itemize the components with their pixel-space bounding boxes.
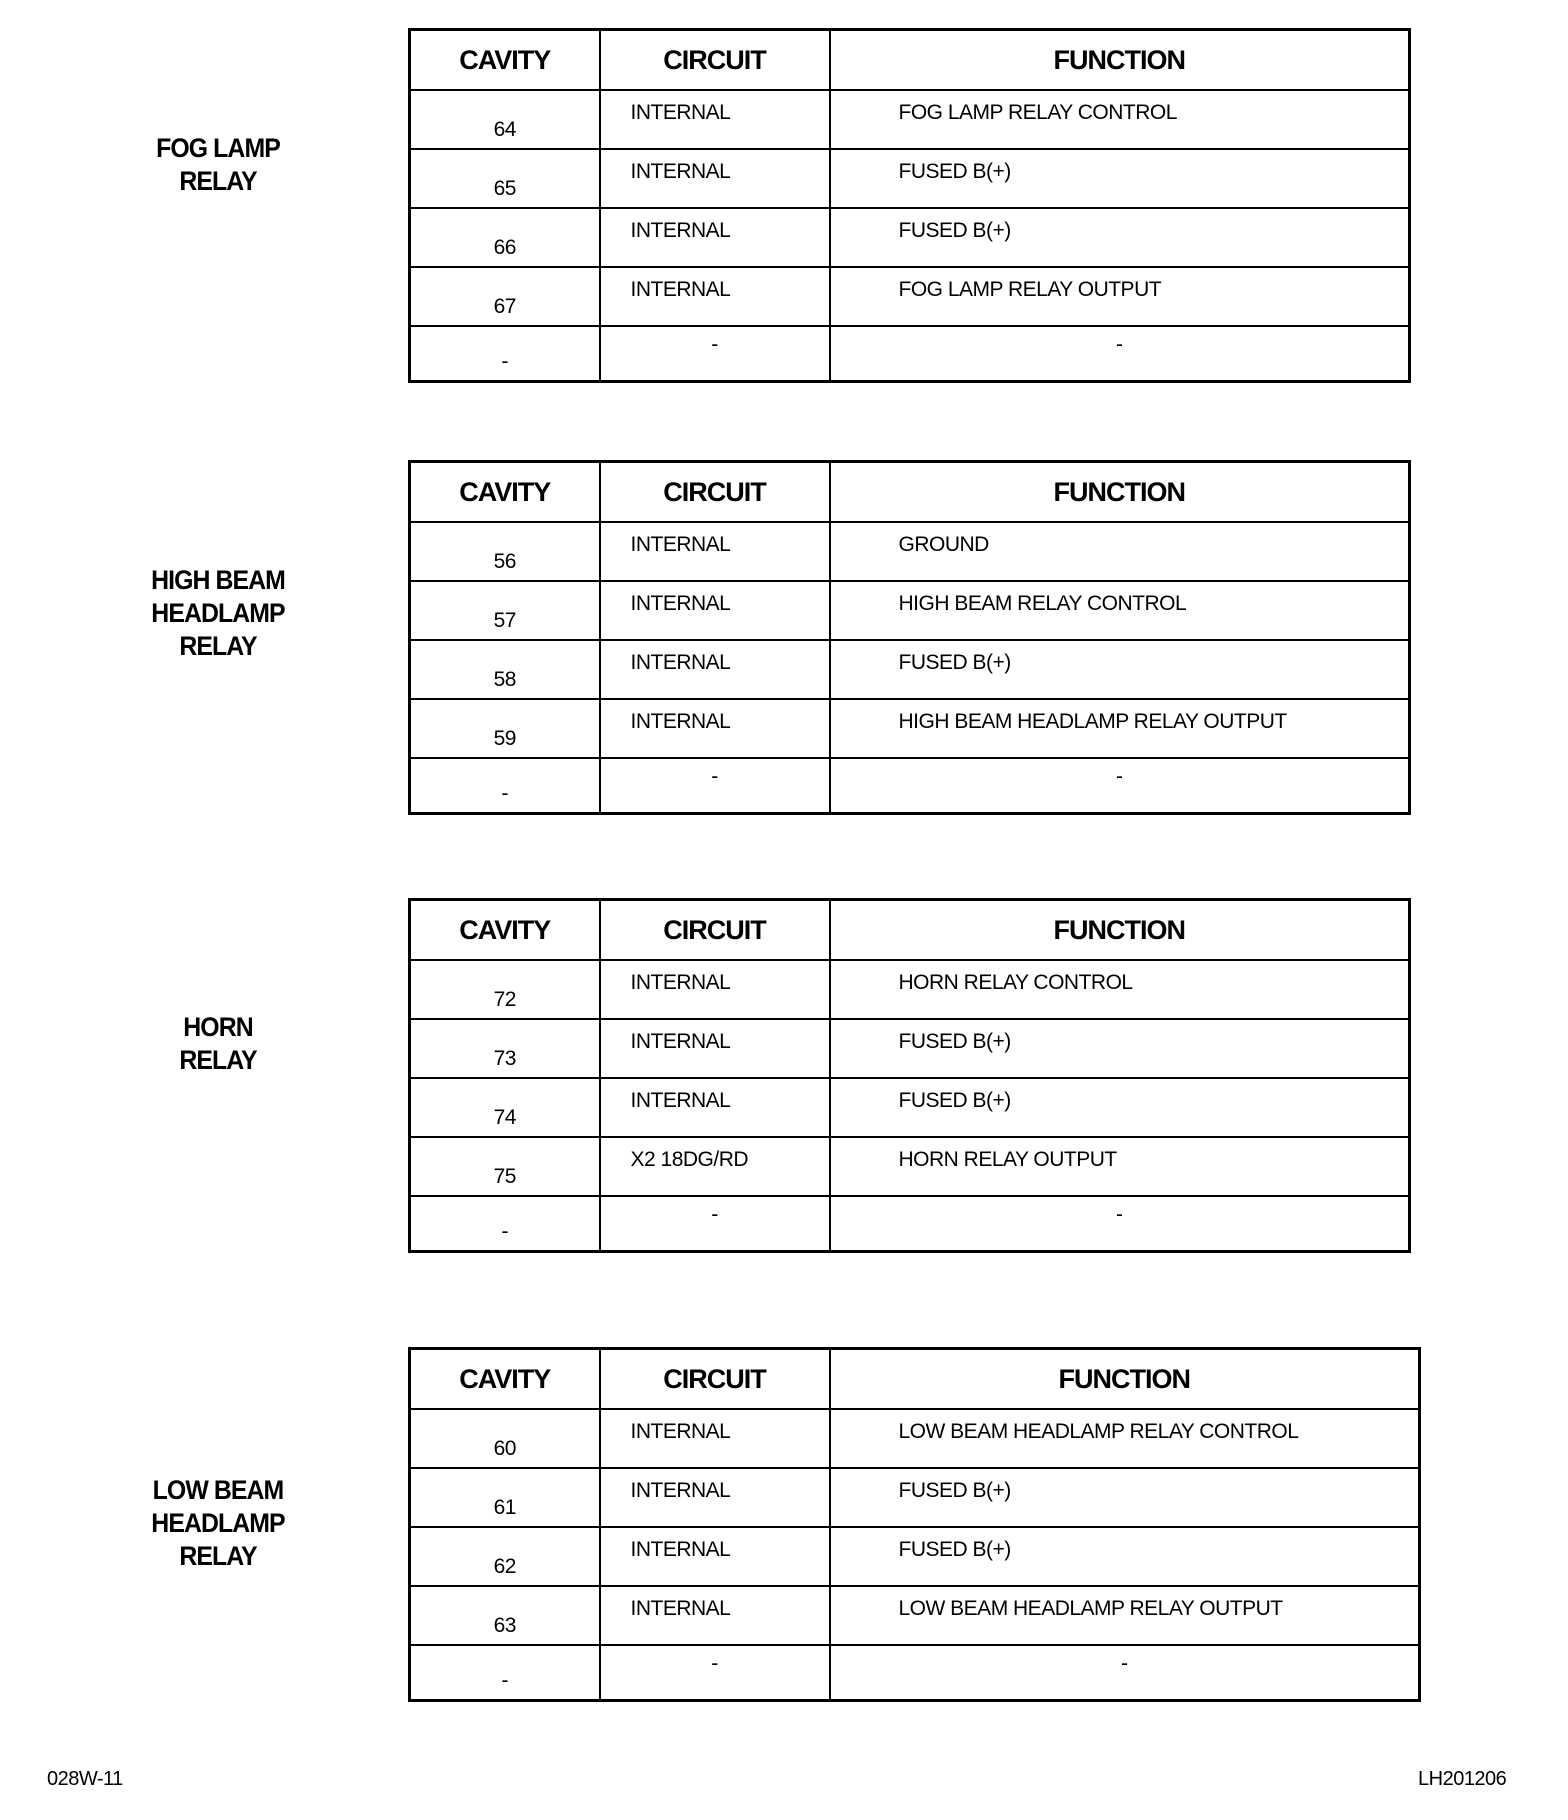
table-row [410,640,1410,699]
table-row [410,149,1410,208]
cavity-cell: 74 [410,1078,600,1137]
table-row [410,1586,1420,1645]
table-row [410,1078,1410,1137]
table-row [410,1645,1420,1701]
function-cell: GROUND [830,522,1410,581]
table-row [410,208,1410,267]
relay-label [126,564,310,663]
cavity-cell: 65 [410,149,600,208]
relay-label-line: FOG LAMP [156,133,280,163]
table-row [410,1527,1420,1586]
function-header: FUNCTION [830,1349,1420,1410]
circuit-header: CIRCUIT [600,1349,830,1410]
circuit-cell: INTERNAL [600,1527,830,1586]
function-cell: HIGH BEAM HEADLAMP RELAY OUTPUT [830,699,1410,758]
function-cell: LOW BEAM HEADLAMP RELAY OUTPUT [830,1586,1420,1645]
cavity-cell: 56 [410,522,600,581]
table-row [410,1468,1420,1527]
cavity-cell: - [410,1645,600,1701]
cavity-cell: 59 [410,699,600,758]
relay-label-line: HEADLAMP [151,1508,285,1538]
table-row [410,326,1410,382]
circuit-cell: X2 18DG/RD [600,1137,830,1196]
relay-label-line: RELAY [179,166,257,196]
table-row [410,1196,1410,1252]
relay-label-line: HEADLAMP [151,598,285,628]
pin-table [408,460,1411,815]
function-cell: - [830,1645,1420,1701]
table-row [410,267,1410,326]
circuit-cell: - [600,1645,830,1701]
pin-table [408,898,1411,1253]
table-row [410,1019,1410,1078]
relay-label [126,1474,310,1573]
function-cell: FUSED B(+) [830,1468,1420,1527]
cavity-cell: 63 [410,1586,600,1645]
circuit-cell: INTERNAL [600,1078,830,1137]
function-header: FUNCTION [830,462,1410,523]
relay-label-line: RELAY [179,1541,257,1571]
circuit-cell: INTERNAL [600,1468,830,1527]
cavity-header: CAVITY [410,1349,600,1410]
function-cell: FOG LAMP RELAY CONTROL [830,90,1410,149]
function-cell: - [830,326,1410,382]
function-cell: FUSED B(+) [830,149,1410,208]
circuit-cell: INTERNAL [600,581,830,640]
function-cell: HORN RELAY CONTROL [830,960,1410,1019]
cavity-cell: 60 [410,1409,600,1468]
function-cell: - [830,758,1410,814]
relay-label-line: RELAY [179,1045,257,1075]
relay-label-line: HORN [183,1012,253,1042]
table-row [410,522,1410,581]
cavity-cell: 62 [410,1527,600,1586]
circuit-cell: INTERNAL [600,1586,830,1645]
table-row [410,960,1410,1019]
cavity-header: CAVITY [410,900,600,961]
cavity-cell: 64 [410,90,600,149]
cavity-cell: 73 [410,1019,600,1078]
function-cell: HIGH BEAM RELAY CONTROL [830,581,1410,640]
cavity-cell: 61 [410,1468,600,1527]
table-row [410,758,1410,814]
pin-table [408,28,1411,383]
circuit-header: CIRCUIT [600,30,830,91]
function-cell: HORN RELAY OUTPUT [830,1137,1410,1196]
table-header-row [410,900,1410,961]
table-row [410,699,1410,758]
cavity-cell: 72 [410,960,600,1019]
table-row [410,90,1410,149]
relay-label [126,132,310,198]
table-header-row [410,1349,1420,1410]
circuit-cell: INTERNAL [600,90,830,149]
function-cell: FUSED B(+) [830,1527,1420,1586]
table-row [410,581,1410,640]
cavity-header: CAVITY [410,462,600,523]
relay-label-line: HIGH BEAM [151,565,285,595]
circuit-cell: INTERNAL [600,640,830,699]
circuit-cell: INTERNAL [600,1019,830,1078]
circuit-cell: INTERNAL [600,960,830,1019]
relay-label [126,1011,310,1077]
figure-code-right: LH201206 [1418,1768,1507,1790]
cavity-header: CAVITY [410,30,600,91]
relay-label-line: LOW BEAM [152,1475,284,1505]
function-cell: FUSED B(+) [830,1078,1410,1137]
cavity-cell: 57 [410,581,600,640]
pin-table [408,1347,1421,1702]
table-row [410,1137,1410,1196]
cavity-cell: - [410,1196,600,1252]
circuit-cell: INTERNAL [600,208,830,267]
circuit-cell: INTERNAL [600,522,830,581]
cavity-cell: 75 [410,1137,600,1196]
circuit-cell: INTERNAL [600,149,830,208]
circuit-cell: INTERNAL [600,1409,830,1468]
function-cell: FUSED B(+) [830,1019,1410,1078]
circuit-header: CIRCUIT [600,462,830,523]
cavity-cell: - [410,326,600,382]
cavity-cell: 66 [410,208,600,267]
function-cell: LOW BEAM HEADLAMP RELAY CONTROL [830,1409,1420,1468]
circuit-cell: INTERNAL [600,267,830,326]
function-header: FUNCTION [830,900,1410,961]
relay-label-line: RELAY [179,631,257,661]
function-cell: FUSED B(+) [830,208,1410,267]
circuit-cell: - [600,758,830,814]
table-row [410,1409,1420,1468]
cavity-cell: - [410,758,600,814]
function-cell: FOG LAMP RELAY OUTPUT [830,267,1410,326]
function-cell: FUSED B(+) [830,640,1410,699]
cavity-cell: 67 [410,267,600,326]
circuit-cell: - [600,326,830,382]
function-cell: - [830,1196,1410,1252]
function-header: FUNCTION [830,30,1410,91]
table-header-row [410,30,1410,91]
circuit-cell: INTERNAL [600,699,830,758]
cavity-cell: 58 [410,640,600,699]
circuit-header: CIRCUIT [600,900,830,961]
circuit-cell: - [600,1196,830,1252]
figure-code-left: 028W-11 [47,1768,123,1790]
table-header-row [410,462,1410,523]
